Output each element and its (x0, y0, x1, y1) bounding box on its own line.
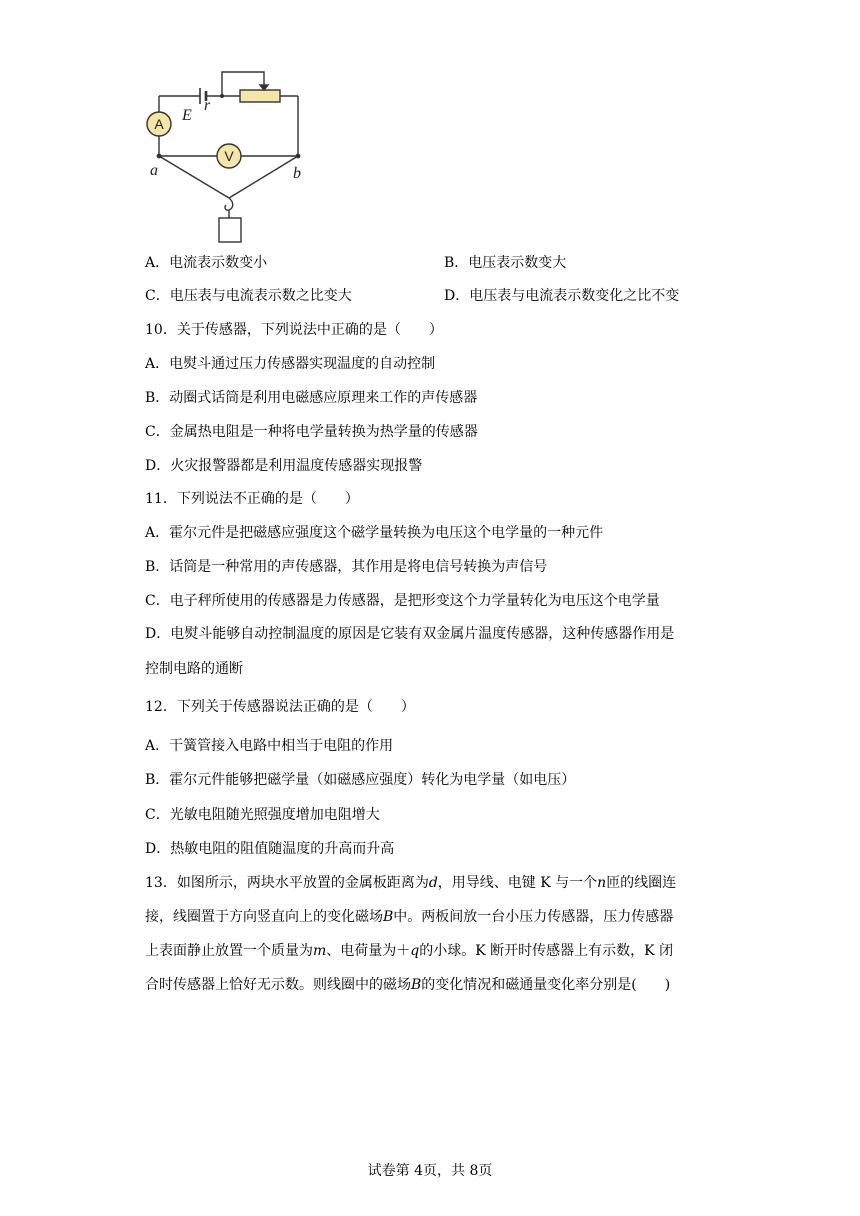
page-footer: 试卷第 4页，共 8页 (367, 1163, 493, 1179)
q11-option-c: C．电子秤所使用的传感器是力传感器，是把形变这个力学量转化为电压这个电学量 (145, 593, 660, 609)
label-E: E (182, 107, 192, 124)
q10-stem: 10．关于传感器，下列说法中正确的是（ ） (145, 322, 443, 338)
q11-option-a: A．霍尔元件是把磁感应强度这个磁学量转换为电压这个电学量的一种元件 (145, 525, 604, 541)
q11-stem: 11．下列说法不正确的是（ ） (145, 491, 359, 507)
circuit-diagram (140, 58, 310, 248)
q9-option-b: B．电压表示数变大 (444, 255, 567, 271)
q9-option-c: C．电压表与电流表示数之比变大 (145, 288, 352, 304)
q12-stem: 12．下列关于传感器说法正确的是（ ） (145, 699, 415, 715)
q13-line-1: 13．如图所示，两块水平放置的金属板距离为d，用导线、电键 K 与一个n匝的线圈连 (145, 875, 677, 891)
q9-option-d: D．电压表与电流表示数变化之比不变 (444, 288, 680, 304)
voltmeter-label: V (224, 148, 234, 164)
label-b: b (293, 165, 301, 182)
q13-line-4: 合时传感器上恰好无示数。则线圈中的磁场B的变化情况和磁通量变化率分别是( ) (145, 977, 671, 993)
ammeter-label: A (154, 116, 164, 132)
q10-option-b: B．动圈式话筒是利用电磁感应原理来工作的声传感器 (145, 390, 478, 406)
q10-option-d: D．火灾报警器都是利用温度传感器实现报警 (145, 458, 423, 474)
q12-option-c: C．光敏电阻随光照强度增加电阻增大 (145, 807, 380, 823)
q10-option-c: C．金属热电阻是一种将电学量转换为热学量的传感器 (145, 424, 478, 440)
q11-option-d-cont: 控制电路的通断 (145, 661, 243, 677)
q12-option-a: A．干簧管接入电路中相当于电阻的作用 (145, 738, 394, 754)
q12-option-d: D．热敏电阻的阻值随温度的升高而升高 (145, 841, 395, 857)
q13-line-3: 上表面静止放置一个质量为m、电荷量为＋q的小球。K 断开时传感器上有示数，K 闭 (145, 943, 674, 959)
q11-option-b: B．话筒是一种常用的声传感器，其作用是将电信号转换为声信号 (145, 559, 548, 575)
q11-option-d: D．电熨斗能够自动控制温度的原因是它装有双金属片温度传感器，这种传感器作用是 (145, 626, 675, 642)
label-a: a (150, 162, 158, 179)
label-r: r (204, 97, 211, 114)
q12-option-b: B．霍尔元件能够把磁学量（如磁感应强度）转化为电学量（如电压） (145, 772, 576, 788)
q9-option-a: A．电流表示数变小 (145, 255, 268, 271)
q10-option-a: A．电熨斗通过压力传感器实现温度的自动控制 (145, 356, 436, 372)
q13-line-2: 接，线圈置于方向竖直向上的变化磁场B中。两板间放一台小压力传感器，压力传感器 (145, 909, 674, 925)
